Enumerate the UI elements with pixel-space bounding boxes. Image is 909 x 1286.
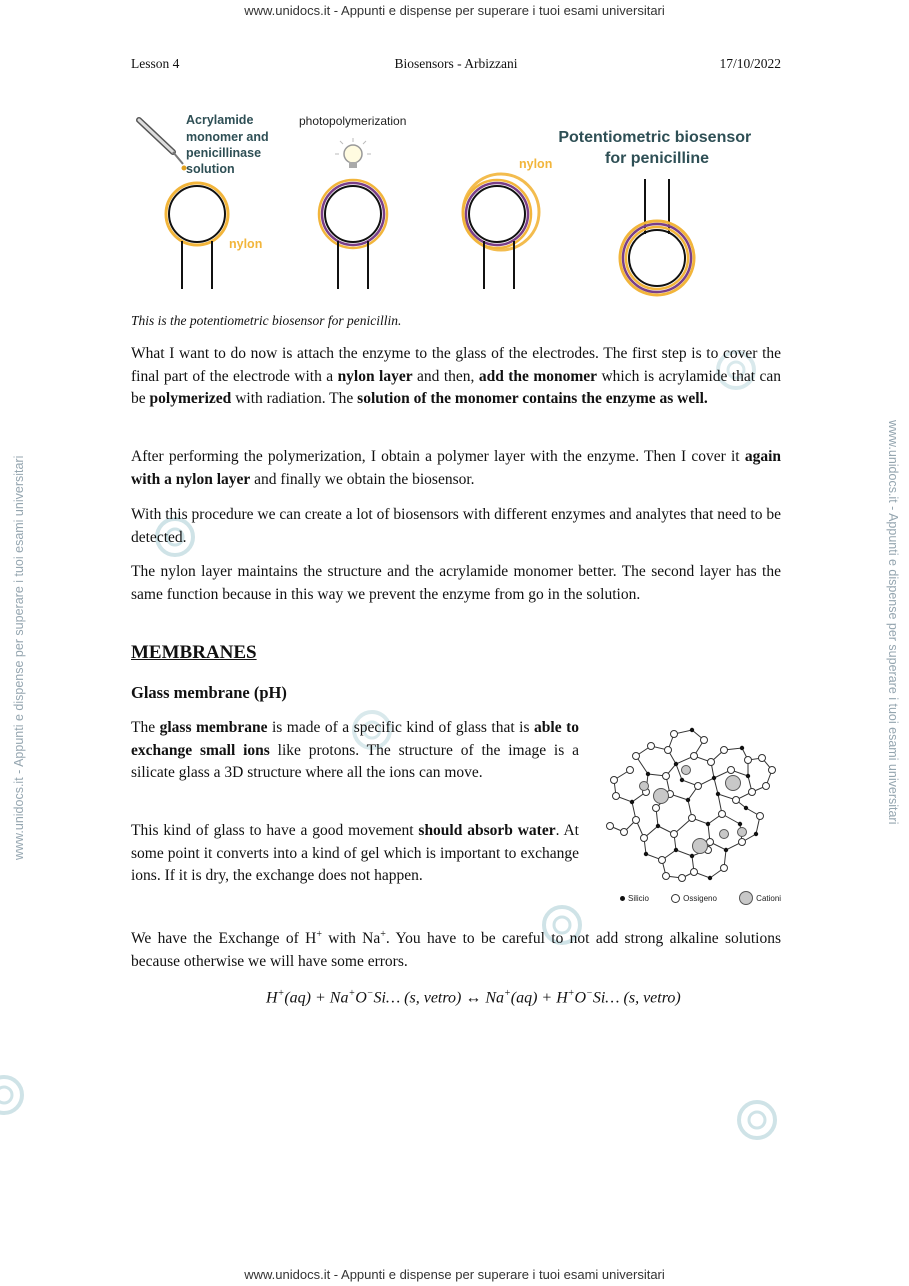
paragraph-5 (131, 717, 579, 785)
electrode-2 (319, 180, 387, 289)
eq-part: (aq) + H (510, 989, 568, 1007)
bold-text: glass membrane (159, 719, 268, 736)
eq-part: (aq) + Na (284, 989, 349, 1007)
text: and then, (412, 367, 479, 385)
legend-label: Silicio (628, 893, 649, 903)
paragraph-4: The nylon layer maintains the structure and the acrylamide monomer better. The second layer has the same function because in this way we prevent the enzyme from go in the solution. (131, 563, 781, 603)
eq-sup: + (504, 988, 511, 999)
watermark-logo-icon (0, 1073, 26, 1117)
bold-text: polymerized (149, 390, 232, 407)
svg-text:Acrylamide monomer and (186, 113, 272, 176)
pipette-icon (139, 120, 187, 171)
watermark-top: www.unidocs.it - Appunti e dispense per superare i tuoi esami universitari (244, 3, 665, 18)
paragraph-7 (131, 924, 781, 973)
superscript: + (316, 929, 322, 940)
header-lesson: Lesson 4 (131, 56, 180, 71)
paragraph-3: With this procedure we can create a lot of biosensors with different enzymes and analytes that need to be detected. (131, 506, 781, 546)
electrode-1 (166, 183, 228, 289)
text: like protons. The structure of the image is a silicate glass a 3D structure where all the ions can move. (131, 741, 579, 781)
eq-part: O (355, 989, 367, 1007)
bold-text: solution of the monomer contains the enzyme as well. (357, 390, 708, 407)
label-title-2: for penicilline (604, 150, 710, 167)
text: After performing the polymerization, I obtain a polymer layer with the enzyme. Then I cover it (131, 448, 745, 465)
bold-text: able to exchange small ions (131, 719, 579, 759)
label-monomer-4: solution (186, 162, 235, 176)
text: This kind of glass to have a good movement (131, 822, 419, 839)
text: which is acrylamide that can be (131, 367, 781, 407)
paragraph-1 (131, 343, 781, 411)
structure-legend (620, 891, 801, 905)
legend-cationi (739, 891, 791, 905)
eq-sup: − (366, 988, 374, 999)
ion-exchange-equation (266, 988, 681, 1007)
text: with Na (321, 930, 381, 948)
text: . At some point it converts into a kind of gel which is important to exchange ions. If it is dry, the exchange does not happen. (131, 822, 579, 884)
section-title: MEMBRANES (131, 642, 257, 663)
legend-label: Ossigeno (683, 893, 717, 903)
light-bulb-icon (335, 138, 371, 168)
text: What I want to do now is attach the enzyme to the glass of the electrodes. The first step is to cover the final part of the electrode with a (131, 345, 781, 385)
eq-sup: − (586, 988, 593, 999)
figure-caption: This is the potentiometric biosensor for penicillin. (131, 313, 402, 328)
biosensor-figure (131, 104, 781, 304)
bold-text: nylon layer (337, 367, 413, 385)
svg-text:Potentiometric biosensor f (558, 129, 755, 167)
eq-sup: + (277, 988, 285, 999)
bold-text: again with a nylon layer (131, 448, 781, 488)
eq-part: O (574, 989, 587, 1007)
header-date: 17/10/2022 (719, 56, 781, 71)
bold-text: add the monomer (478, 367, 598, 385)
legend-silicio (620, 893, 659, 902)
label-monomer-1: Acrylamide (186, 113, 254, 127)
watermark-left: www.unidocs.it - Appunti e dispense per superare i tuoi esami universitari (12, 455, 26, 860)
label-nylon-2: nylon (519, 157, 553, 171)
label-monomer-3: penicillinase (186, 146, 262, 160)
bold-text: should absorb water (418, 822, 556, 839)
watermark-right: www.unidocs.it - Appunti e dispense per superare i tuoi esami universitari (886, 420, 900, 825)
eq-part: Si… (s, vetro) (592, 989, 681, 1007)
text: is made of a specific kind of glass that is (267, 719, 535, 736)
electrode-3 (463, 174, 539, 289)
watermark-bottom: www.unidocs.it - Appunti e dispense per superare i tuoi esami universitari (244, 1267, 665, 1282)
electrode-4 (620, 179, 694, 295)
text: and finally we obtain the biosensor. (250, 470, 475, 488)
legend-label: Cationi (756, 893, 782, 903)
eq-sup: + (567, 988, 575, 999)
paragraph-2 (131, 446, 781, 491)
superscript: + (380, 929, 386, 940)
text: with radiation. The (231, 390, 358, 407)
label-photopolymerization: photopolymerization (299, 114, 407, 128)
watermark-logo-icon (735, 1098, 779, 1142)
legend-ossigeno (671, 893, 727, 902)
silicate-glass-structure-figure (596, 716, 780, 888)
label-monomer-2: monomer and (186, 130, 269, 144)
text: We have the Exchange of H (131, 930, 317, 948)
eq-part: Si… (s, vetro) ↔ Na (373, 989, 505, 1007)
subsection-title: Glass membrane (pH) (131, 683, 287, 702)
eq-sup: + (348, 988, 356, 999)
paragraph-6 (131, 820, 579, 888)
label-nylon-1: nylon (229, 237, 263, 251)
header-title: Biosensors - Arbizzani (394, 56, 518, 71)
eq-part: H (266, 989, 278, 1007)
page-header (131, 56, 781, 74)
text: . You have to be careful to not add strong alkaline solutions because otherwise we will have some errors. (131, 930, 781, 970)
text: The (131, 719, 160, 736)
label-title-1: Potentiometric biosensor (558, 129, 752, 146)
